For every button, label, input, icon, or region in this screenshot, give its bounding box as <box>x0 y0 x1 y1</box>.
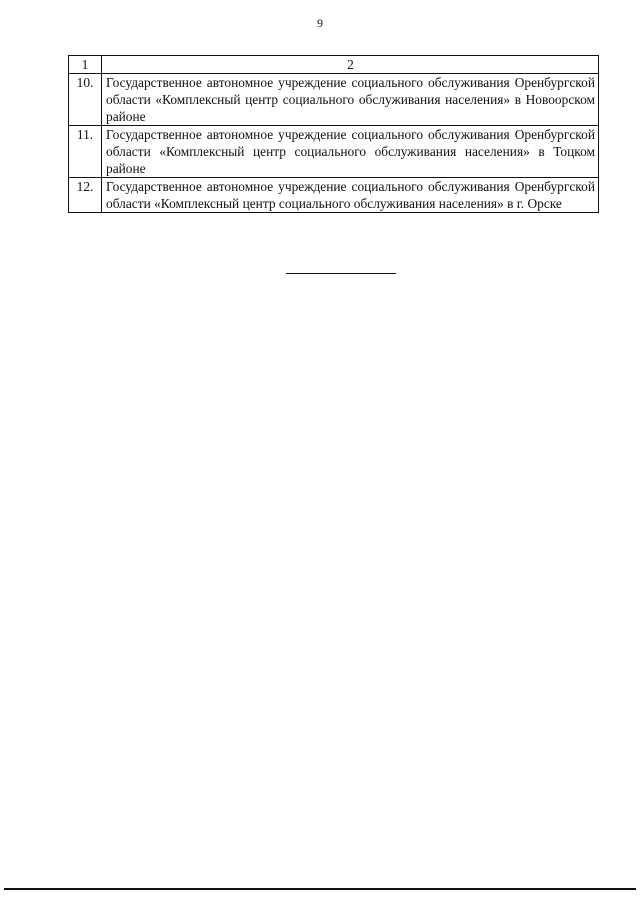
institution-name: Государственное автономное учреждение социального обслуживания Оренбургской области «Комплексный центр социального обслуживания населения» в Новоорском районе <box>102 74 599 126</box>
institution-name: Государственное автономное учреждение социального обслуживания Оренбургской области «Комплексный центр социального обслуживания населения» в г. Орске <box>102 178 599 213</box>
bottom-rule <box>4 888 636 890</box>
table-row <box>69 178 599 213</box>
end-separator-line <box>286 273 396 274</box>
institution-name: Государственное автономное учреждение социального обслуживания Оренбургской области «Комплексный центр социального обслуживания населения» в Тоцком районе <box>102 126 599 178</box>
header-col-2: 2 <box>102 56 599 74</box>
institutions-table <box>68 55 599 213</box>
row-number: 12. <box>69 178 102 213</box>
table-row <box>69 126 599 178</box>
header-col-1: 1 <box>69 56 102 74</box>
row-number: 10. <box>69 74 102 126</box>
table-row <box>69 74 599 126</box>
row-number: 11. <box>69 126 102 178</box>
page-number: 9 <box>317 16 323 30</box>
table-header-row <box>69 56 599 74</box>
